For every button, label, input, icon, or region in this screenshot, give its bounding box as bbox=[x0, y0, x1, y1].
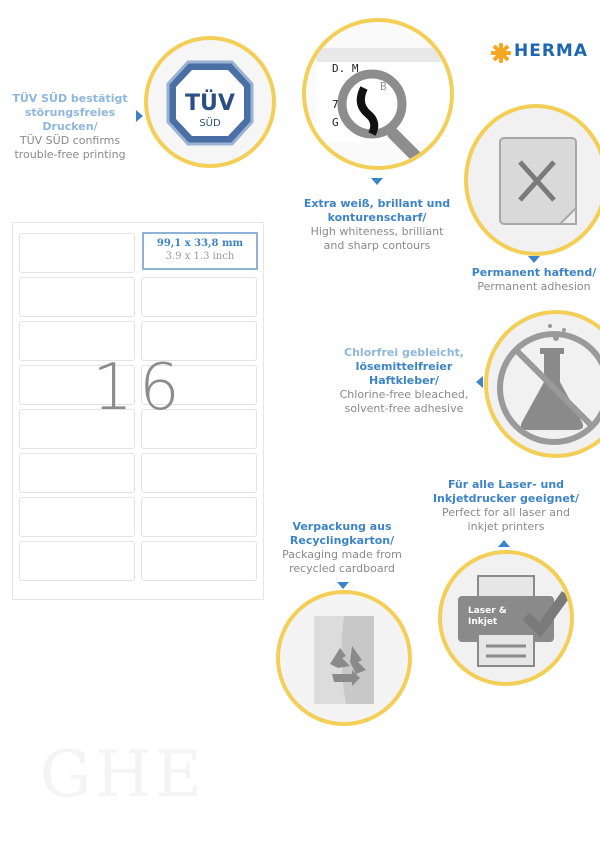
chlorine-caption-de-3: Haftkleber/ bbox=[369, 374, 439, 387]
label-cell bbox=[19, 233, 135, 273]
sample-line-4: G bbox=[332, 116, 339, 129]
chlorine-caption-en-1: Chlorine-free bleached, bbox=[339, 388, 469, 401]
label-cell bbox=[141, 453, 257, 493]
chlorine-caption-de-2: lösemittelfreier bbox=[355, 360, 453, 373]
chlorine-caption bbox=[330, 346, 478, 416]
packaging-caption-en-2: recycled cardboard bbox=[289, 562, 395, 575]
whiteness-caption-en-2: and sharp contours bbox=[323, 239, 431, 252]
packaging-caption-de-1: Verpackung aus bbox=[292, 520, 392, 533]
tuv-caption-en-1: TÜV SÜD confirms bbox=[19, 134, 121, 147]
printer-icon bbox=[442, 554, 574, 686]
printers-caption-en-2: inkjet printers bbox=[467, 520, 545, 533]
printer-icon-text-2: Inkjet bbox=[468, 617, 498, 627]
whiteness-caption bbox=[292, 197, 462, 253]
herma-star-icon bbox=[490, 42, 512, 64]
magnifier-icon bbox=[306, 22, 454, 170]
tuv-circle bbox=[144, 36, 276, 168]
sample-line-1: D. M bbox=[332, 62, 359, 75]
tuv-caption-de: TÜV SÜD bestätigt störungsfreies Drucken/ bbox=[12, 92, 128, 133]
packaging-circle bbox=[276, 590, 412, 726]
tuv-caption-en-2: trouble-free printing bbox=[14, 148, 126, 161]
label-size-inch: 3.9 x 1.3 inch bbox=[165, 251, 235, 262]
whiteness-pointer bbox=[371, 178, 383, 185]
label-size-mm: 99,1 x 33,8 mm bbox=[156, 238, 244, 249]
printers-caption-en-1: Perfect for all laser and bbox=[441, 506, 570, 519]
chlorine-caption-de-1: Chlorfrei gebleicht, bbox=[344, 346, 464, 359]
packaging-pointer bbox=[337, 582, 349, 589]
packaging-caption-en-1: Packaging made from bbox=[282, 548, 402, 561]
chlorine-pointer bbox=[476, 376, 483, 388]
tuv-badge-sub: SÜD bbox=[199, 118, 221, 129]
label-count: 16 bbox=[92, 351, 186, 425]
printer-icon-text bbox=[468, 606, 507, 628]
packaging-caption bbox=[270, 520, 414, 576]
herma-logo-text: HERMA bbox=[514, 41, 589, 61]
printers-caption bbox=[426, 478, 586, 534]
recycling-box-icon bbox=[280, 594, 412, 726]
tuv-caption bbox=[2, 92, 138, 162]
tuv-pointer bbox=[136, 110, 143, 122]
printer-icon-text-1: Laser & bbox=[468, 606, 507, 616]
permanent-label-icon bbox=[468, 108, 600, 256]
printers-caption-de-2: Inkjetdrucker geeignet/ bbox=[432, 492, 580, 505]
sample-line-3: 7 bbox=[332, 98, 339, 111]
label-cell bbox=[141, 277, 257, 317]
permanent-caption-en: Permanent adhesion bbox=[477, 280, 591, 293]
label-cell bbox=[141, 541, 257, 581]
whiteness-circle bbox=[302, 18, 454, 170]
tuv-badge-icon bbox=[148, 40, 272, 164]
label-cell bbox=[19, 541, 135, 581]
packaging-caption-de-2: Recyclingkarton/ bbox=[289, 534, 395, 547]
label-cell bbox=[19, 277, 135, 317]
label-cell bbox=[19, 453, 135, 493]
watermark: GHE bbox=[40, 738, 206, 812]
label-sheet bbox=[12, 222, 264, 600]
chlorine-caption-en-2: solvent-free adhesive bbox=[344, 402, 464, 415]
printers-circle bbox=[438, 550, 574, 686]
printers-pointer bbox=[498, 540, 510, 547]
permanent-circle bbox=[464, 104, 600, 256]
permanent-pointer bbox=[528, 256, 540, 263]
whiteness-caption-en-1: High whiteness, brilliant bbox=[310, 225, 444, 238]
whiteness-caption-de-2: konturenscharf/ bbox=[327, 211, 427, 224]
label-size-box bbox=[142, 232, 258, 270]
whiteness-caption-de-1: Extra weiß, brillant und bbox=[303, 197, 451, 210]
label-cell bbox=[19, 497, 135, 537]
printers-caption-de-1: Für alle Laser- und bbox=[447, 478, 565, 491]
label-cell bbox=[141, 497, 257, 537]
flask-icon bbox=[488, 314, 600, 458]
chlorine-circle bbox=[484, 310, 600, 458]
permanent-caption bbox=[470, 266, 598, 294]
permanent-caption-de: Permanent haftend/ bbox=[471, 266, 597, 279]
tuv-badge-text: TÜV bbox=[185, 91, 235, 116]
